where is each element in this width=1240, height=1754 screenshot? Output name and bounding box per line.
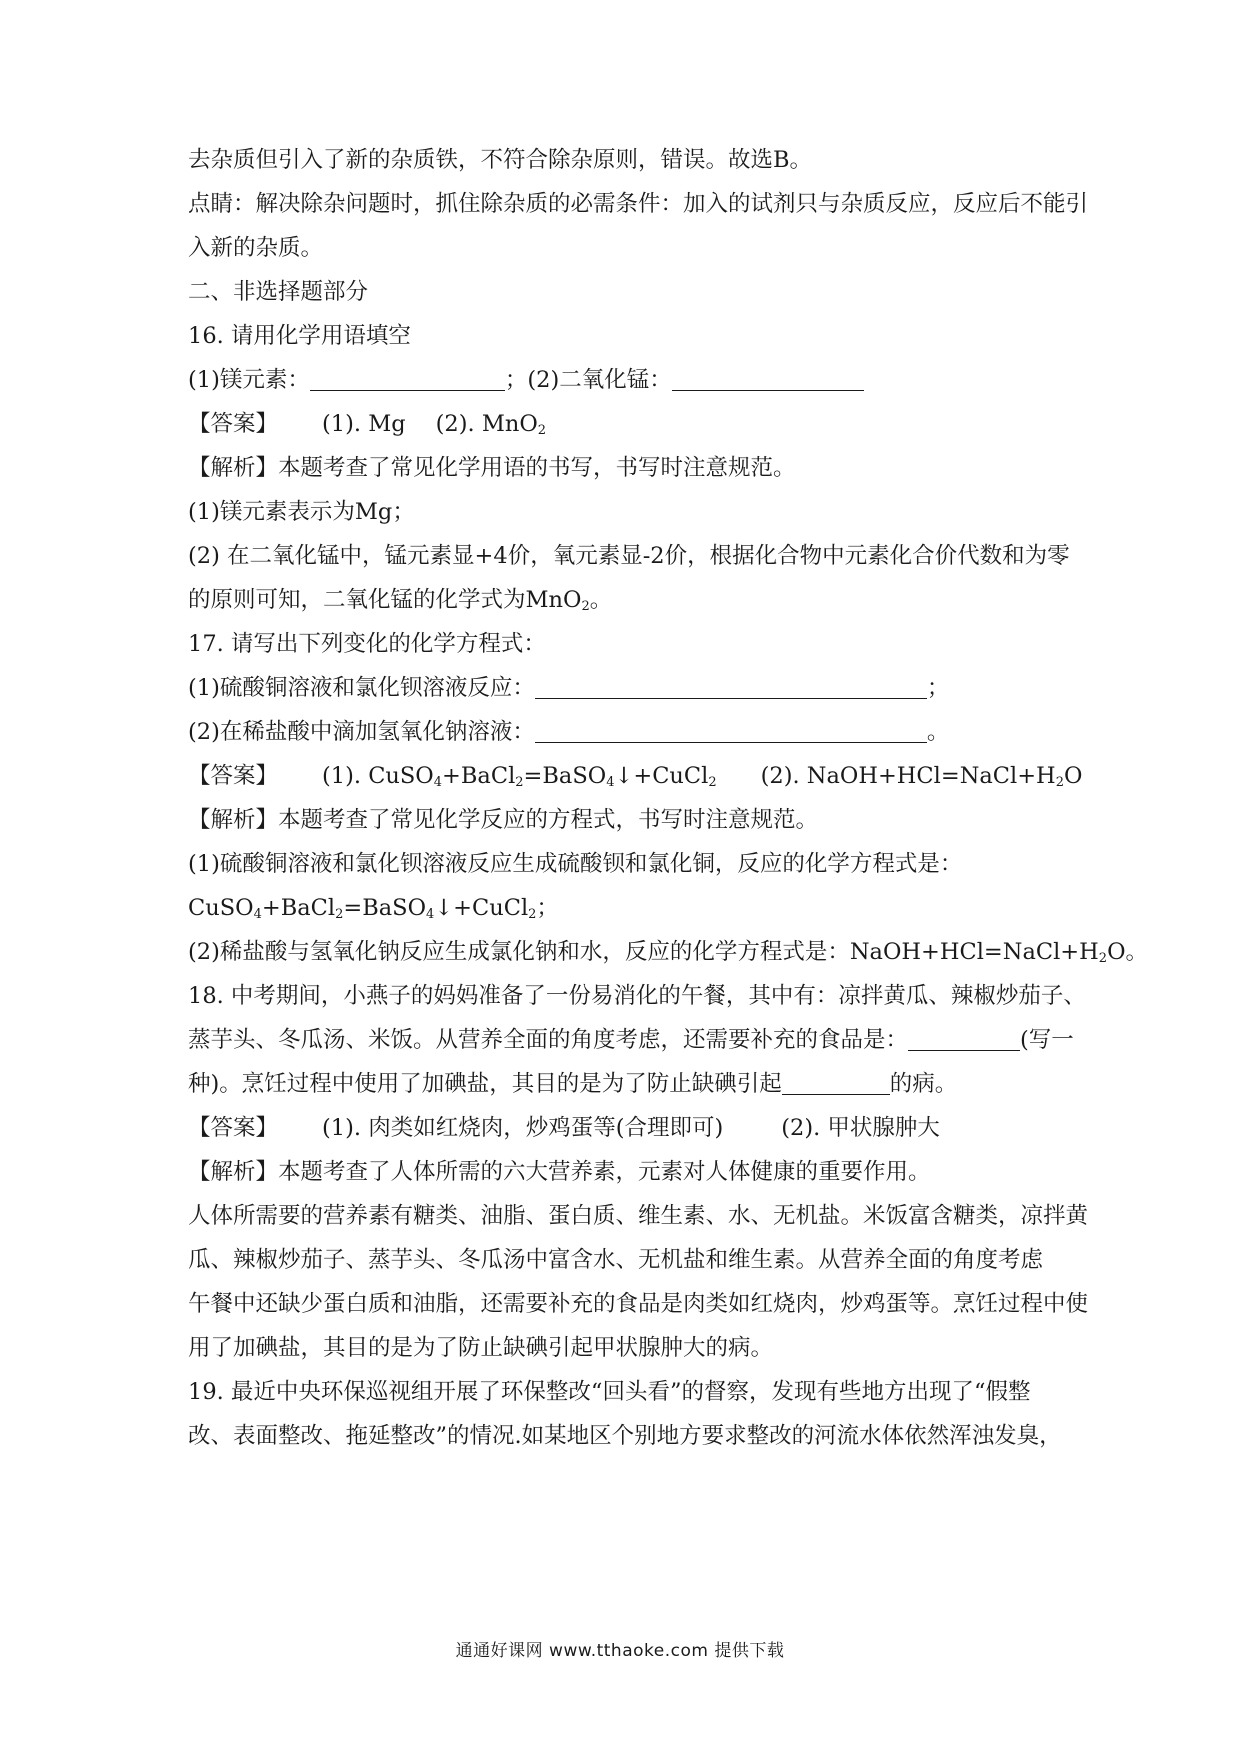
text: ；(2)二氧化锰： — [504, 367, 672, 393]
section-heading — [188, 277, 1068, 307]
text: 【解析】本题考查了常见化学反应的方程式，书写时注意规范。 — [188, 807, 819, 833]
subscript: 4 — [433, 775, 443, 790]
question-19-stem — [188, 1377, 1068, 1407]
answer-blank[interactable] — [908, 1028, 1020, 1051]
text: 用了加碘盐，其目的是为了防止缺碘引起甲状腺肿大的病。 — [188, 1335, 774, 1361]
text: 二、非选择题部分 — [188, 279, 369, 305]
question-17-blank-1 — [188, 673, 1068, 703]
question-17-stem — [188, 629, 1068, 659]
text-line — [188, 497, 1068, 527]
text: 入新的杂质。 — [188, 235, 324, 261]
text-line — [188, 233, 1068, 263]
text: (1)镁元素： — [188, 367, 310, 393]
text: 去杂质但引入了新的杂质铁，不符合除杂原则，错误。故选B。 — [188, 147, 813, 173]
answer-label: 【答案】 — [188, 411, 279, 437]
question-18-blank-2 — [188, 1069, 1068, 1099]
text-line — [188, 1245, 1068, 1275]
text: ↓+CuCl — [434, 895, 529, 921]
text-line — [188, 189, 1089, 219]
text-line — [188, 1201, 1089, 1231]
text: 的原则可知，二氧化锰的化学式为MnO — [188, 587, 582, 613]
answer-part: (2). MnO — [435, 411, 538, 437]
question-17-blank-2 — [188, 717, 1068, 747]
text: 。 — [589, 587, 613, 613]
answer-18 — [188, 1113, 1068, 1143]
question-18-stem — [188, 981, 1086, 1011]
answer-blank[interactable] — [782, 1072, 890, 1095]
text: 点睛：解决除杂问题时，抓住除杂质的必需条件：加入的试剂只与杂质反应，反应后不能引 — [188, 191, 1089, 217]
subscript: 2 — [528, 907, 537, 922]
text: 蒸芋头、冬瓜汤、米饭。从营养全面的角度考虑，还需要补充的食品是： — [188, 1027, 909, 1053]
text: 。 — [926, 719, 950, 745]
text: (2)在稀盐酸中滴加氢氧化钠溶液： — [188, 719, 535, 745]
text: (1)硫酸铜溶液和氯化钡溶液反应： — [188, 675, 535, 701]
answer-part: (1). CuSO — [322, 763, 434, 789]
text: +BaCl — [442, 763, 516, 789]
answer-blank[interactable] — [310, 368, 505, 391]
text: 种)。烹饪过程中使用了加碘盐，其目的是为了防止缺碘引起 — [188, 1071, 782, 1097]
text-line — [188, 1289, 1089, 1319]
text: (写一 — [1020, 1027, 1074, 1053]
page-footer: 通通好课网 www.tthaoke.com 提供下载 — [455, 1641, 785, 1661]
answer-part: (2). 甲状腺肿大 — [781, 1115, 940, 1141]
text: ； — [536, 895, 559, 921]
question-16-blanks — [188, 365, 1068, 395]
text: CuSO — [188, 895, 254, 921]
text-line — [188, 1421, 1068, 1451]
subscript: 2 — [1055, 775, 1064, 790]
text: 16. 请用化学用语填空 — [188, 323, 411, 349]
question-18-blank-1 — [188, 1025, 1074, 1055]
text-line — [188, 541, 1068, 571]
text: (1)硫酸铜溶液和氯化钡溶液反应生成硫酸钡和氯化铜，反应的化学方程式是： — [188, 851, 963, 877]
text-line — [188, 585, 1068, 615]
answer-part: (1). 肉类如红烧肉，炒鸡蛋等(合理即可) — [322, 1115, 724, 1141]
text: =BaSO — [343, 895, 427, 921]
answer-16 — [188, 409, 1068, 439]
text: +BaCl — [261, 895, 336, 921]
subscript: 2 — [1098, 951, 1108, 966]
text: O — [1063, 763, 1083, 789]
text: (2) 在二氧化锰中，锰元素显+4价，氧元素显-2价，根据化合物中元素化合价代数和为零 — [188, 543, 1070, 569]
text: 瓜、辣椒炒茄子、蒸芋头、冬瓜汤中富含水、无机盐和维生素。从营养全面的角度考虑 — [188, 1247, 1044, 1273]
text-line — [188, 145, 1068, 175]
text: 17. 请写出下列变化的化学方程式： — [188, 631, 546, 657]
text-line — [188, 1333, 1068, 1363]
subscript: 2 — [537, 423, 547, 438]
analysis-18 — [188, 1157, 1068, 1187]
text: 午餐中还缺少蛋白质和油脂，还需要补充的食品是肉类如红烧肉，炒鸡蛋等。烹饪过程中使 — [188, 1291, 1089, 1317]
text: =BaSO — [523, 763, 607, 789]
text: 的病。 — [889, 1071, 958, 1097]
subscript: 4 — [253, 907, 262, 922]
text: 19. 最近中央环保巡视组开展了环保整改“回头看”的督察，发现有些地方出现了“假整 — [188, 1379, 1031, 1405]
subscript: 4 — [606, 775, 615, 790]
analysis-17 — [188, 805, 1068, 835]
answer-label: 【答案】 — [188, 763, 279, 789]
question-16-stem — [188, 321, 1068, 351]
equation-line — [188, 893, 1068, 923]
subscript: 2 — [335, 907, 344, 922]
text: 人体所需要的营养素有糖类、油脂、蛋白质、维生素、水、无机盐。米饭富含糖类，凉拌黄 — [188, 1203, 1089, 1229]
text: O。 — [1107, 939, 1149, 965]
answer-blank[interactable] — [535, 720, 927, 743]
text: ↓+CuCl — [614, 763, 709, 789]
text-line — [188, 849, 1068, 879]
answer-blank[interactable] — [672, 368, 864, 391]
subscript: 4 — [426, 907, 435, 922]
answer-label: 【答案】 — [188, 1115, 279, 1141]
subscript: 2 — [581, 599, 590, 614]
subscript: 2 — [708, 775, 717, 790]
answer-part: (2). NaOH+HCl=NaCl+H — [760, 763, 1056, 789]
text: (1)镁元素表示为Mg； — [188, 499, 415, 525]
text: 【解析】本题考查了人体所需的六大营养素，元素对人体健康的重要作用。 — [188, 1159, 931, 1185]
text: ； — [926, 675, 950, 701]
text: 18. 中考期间，小燕子的妈妈准备了一份易消化的午餐，其中有：凉拌黄瓜、辣椒炒茄子、 — [188, 983, 1086, 1009]
answer-part: (1). Mg — [322, 411, 406, 437]
text: (2)稀盐酸与氢氧化钠反应生成氯化钠和水，反应的化学方程式是：NaOH+HCl=NaCl+H — [188, 939, 1099, 965]
answer-17 — [188, 761, 1083, 791]
subscript: 2 — [515, 775, 524, 790]
answer-blank[interactable] — [535, 676, 927, 699]
analysis-16 — [188, 453, 1068, 483]
text-line — [188, 937, 1149, 967]
text: 改、表面整改、拖延整改”的情况.如某地区个别地方要求整改的河流水体依然浑浊发臭， — [188, 1423, 1062, 1449]
text: 【解析】本题考查了常见化学用语的书写，书写时注意规范。 — [188, 455, 796, 481]
